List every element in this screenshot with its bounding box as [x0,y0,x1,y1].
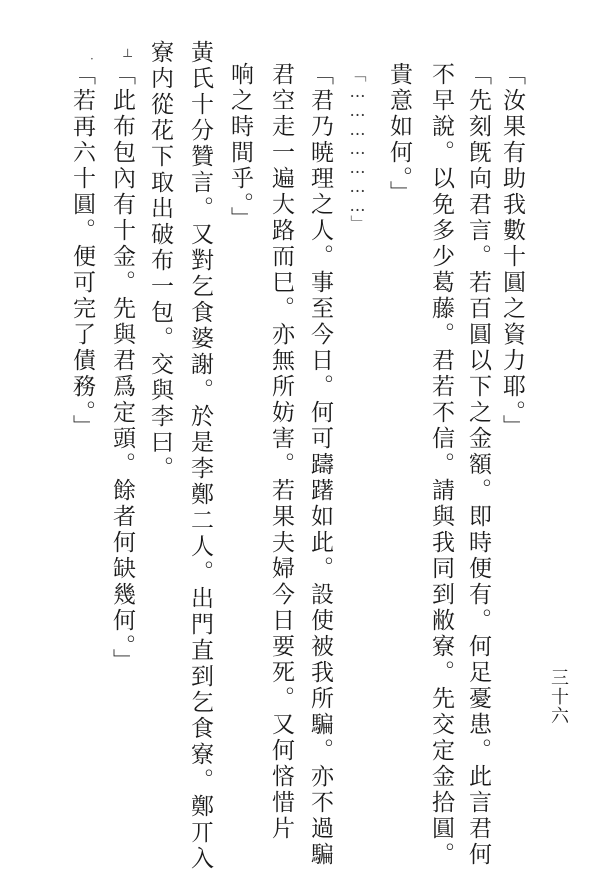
dotted-separator: 「…………………」 [348,66,367,231]
stray-print-mark: · [90,52,94,66]
text-column-2: 「先刻旣向君言。若百圓以下之金額。即時便有。何足憂患。此言君何 [465,62,491,868]
text-column-6: 君空走一遍大路而巳。亦無所妨害。若果夫婦今日要死。又何悋惜片 [268,62,294,842]
text-column-4: 貴意如何。」 [386,62,412,207]
page-number: 三十六 [548,668,569,725]
text-column-8: 黃氏十分贊言。又對乞食婆謝。於是李鄭二人。出門直到乞食寮。鄭丌入 [187,40,213,872]
text-column-5: 「君乃暁理之人。事至今日。何可躊躇如此。設使被我所騙。亦不過騙 [307,62,333,868]
stray-print-mark: ⊥ [122,46,134,60]
text-column-3: 不早說。以免多少葛藤。君若不信。請與我同到敝寮。先交定金拾圓。 [428,62,454,868]
text-column-11: 「若再六十圓。便可完了債務。」 [69,62,95,441]
text-column-9: 寮内從花下取出破布一包。交與李曰。 [147,40,173,482]
text-column-10: 「此布包內有十金。先與君爲定頭。餘者何缺幾何。」 [109,62,135,675]
text-column-1: 「汝果有助我數十圓之資力耶。」 [499,62,525,441]
text-column-7: 响之時間乎。」 [227,62,253,233]
